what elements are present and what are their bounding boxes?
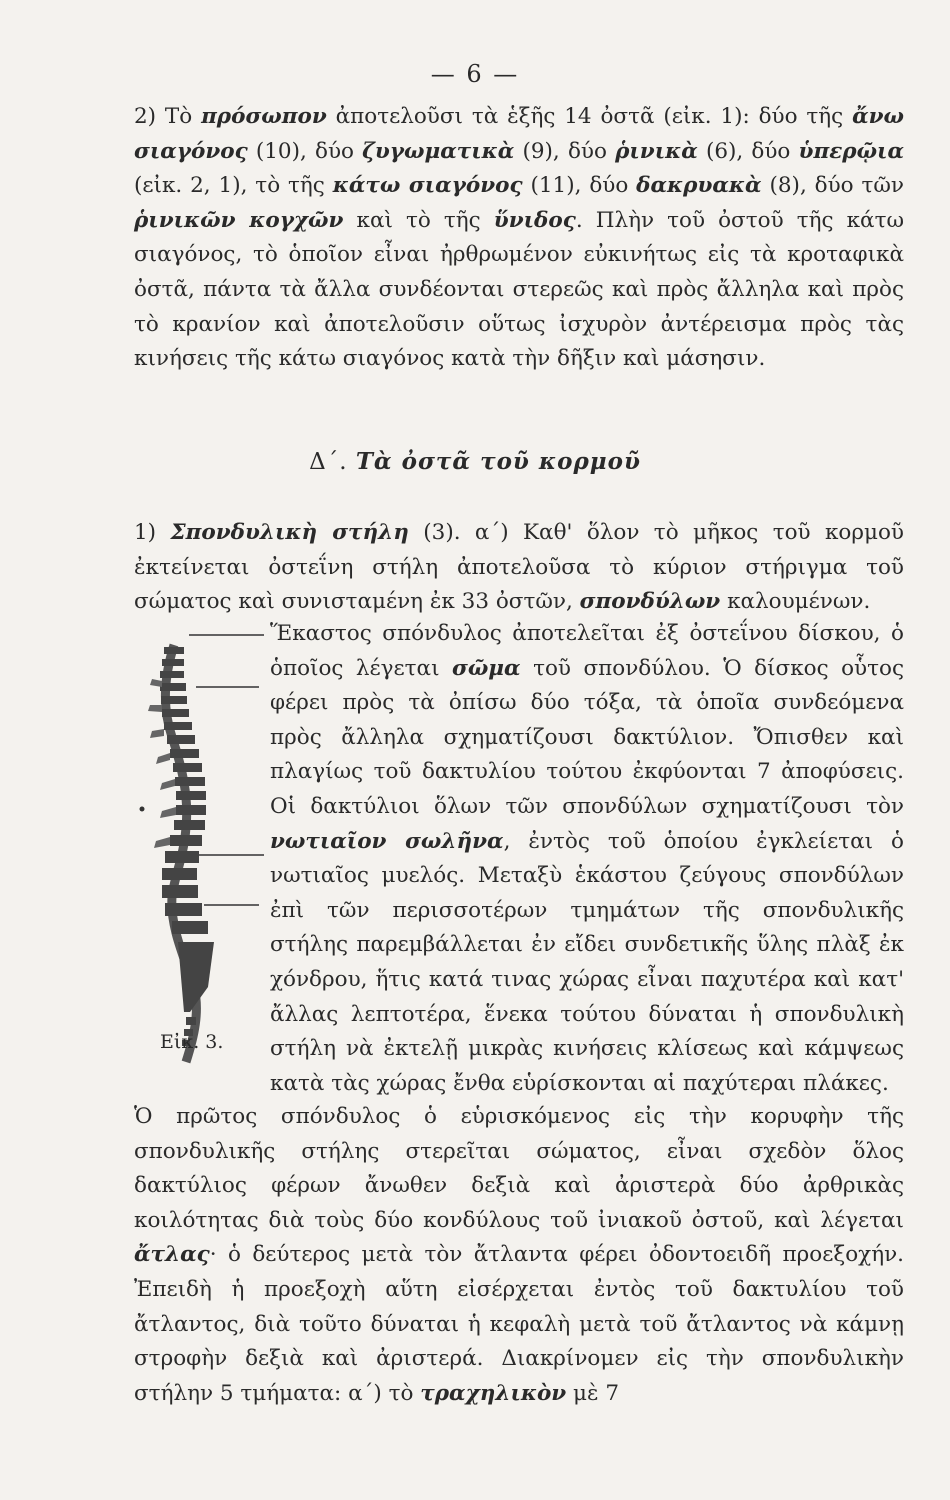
text: · ὁ δεύτερος μετὰ τὸν ἄτλαντα φέρει ὀδοντοειδῆ προεξοχήν. Ἐπειδὴ ἡ προεξοχὴ αὕτη εἰσέρχεται ἐντὸς τοῦ δακτυλίου τοῦ ἄτλαντος, διὰ τοῦτο δύναται ἡ κεφαλὴ μετὰ τοῦ ἄτλαντος νὰ κάμνῃ στροφὴν δεξιὰ καὶ ἀριστερά. Διακρίνομεν εἰς τὴν σπονδυλικὴν στήλην 5 τμήματα: α΄) τὸ	[134, 1242, 904, 1406]
term-atlas: ἄτλας	[134, 1242, 210, 1268]
text: 2) Τὸ	[134, 104, 202, 129]
text: ἀποτελοῦσι τὰ ἑξῆς 14 ὀστᾶ (εἰκ. 1): δύο τῆς	[326, 104, 853, 129]
term-cervical: τραχηλικὸν	[420, 1380, 567, 1406]
text: (3). α΄) Καθ' ὅλον τὸ μῆκος τοῦ κορμοῦ ἐκτείνεται ὀστεΐνη στήλη ἀποτελοῦσα τὸ κύριον στήριγμα τοῦ σώματος καὶ συνισταμένη ἐκ 33 ὀστῶν,	[134, 520, 905, 615]
text: (6), δύο	[697, 138, 799, 164]
heading-title: Τὰ ὀστᾶ τοῦ κορμοῦ	[355, 448, 641, 475]
paragraph-vertebra-description	[270, 617, 904, 1101]
term-body: σῶμα	[451, 655, 521, 681]
text: καὶ τὸ τῆς	[343, 207, 494, 233]
heading-number: Δ΄.	[309, 449, 356, 475]
term-lacrimal: δακρυακὰ	[636, 173, 762, 199]
spine-illustration-icon	[134, 617, 264, 1087]
text: (εἰκ. 2, 1), τὸ τῆς	[134, 173, 333, 199]
term-vertebrae: σπονδύλων	[579, 589, 721, 615]
text: 1)	[134, 520, 171, 545]
paragraph-atlas	[134, 1100, 904, 1411]
page-number: — 6 —	[430, 60, 520, 88]
term-vomer: ὕνιδος	[493, 207, 576, 233]
figure-caption: Εἰκ. 3.	[160, 1031, 224, 1053]
section-heading	[0, 448, 950, 475]
text: μὲ 7	[566, 1380, 620, 1406]
text: (8), δύο τῶν	[761, 173, 905, 199]
term-spinal-canal: νωτιαῖον σωλῆνα	[270, 828, 504, 854]
term-upper-jaw: ἄνω σιαγόνος	[134, 104, 904, 164]
text: τοῦ σπονδύλου. Ὁ δίσκος οὗτος φέρει πρὸς τὰ ὀπίσω δύο τόξα, τὰ ὁποῖα συνδεόμενα πρὸς ἄλληλα σχηματίζουσι δακτύλιον. Ὄπισθεν καὶ πλαγίως τοῦ δακτυλίου τούτου ἐκφύονται 7 ἀποφύσεις. Οἱ δακτύλιοι ὅλων τῶν σπονδύλων σχηματίζουσι τὸν	[270, 655, 905, 819]
term-palatine: ὑπερῷια	[798, 138, 904, 164]
term-nasal-conchae: ῥινικῶν κογχῶν	[134, 207, 344, 233]
term-prosopon: πρόσωπον	[201, 104, 327, 129]
text: (11), δύο	[522, 173, 637, 199]
text: (9), δύο	[514, 138, 616, 164]
text: καλουμένων.	[720, 589, 871, 615]
text: (10), δύο	[247, 138, 363, 164]
text: Ἕκαστος σπόνδυλος ἀποτελεῖται ἐξ ὀστεΐνου δίσκου, ὁ ὁποῖος λέγεται	[270, 621, 904, 681]
text: . Πλὴν τοῦ ὀστοῦ τῆς κάτω σιαγόνος, τὸ ὁποῖον εἶναι ἠρθρωμένον εὐκινήτως εἰς τὰ κροταφικὰ ὀστᾶ, πάντα τὰ ἄλλα συνδέονται στερεῶς καὶ πρὸς ἄλληλα καὶ πρὸς τὸ κρανίον καὶ ἀποτελοῦσιν οὕτως ἰσχυρὸν ἀντέρεισμα πρὸς τὰς κινήσεις τῆς κάτω σιαγόνος κατὰ τὴν δῆξιν καὶ μάσησιν.	[134, 207, 904, 372]
text: , ἐντὸς τοῦ ὁποίου ἐγκλείεται ὁ νωτιαῖος μυελός. Μεταξὺ ἑκάστου ζεύγους σπονδύλων ἐπὶ τῶν περισσοτέρων τμημάτων τῆς σπονδυλικῆς στήλης παρεμβάλλεται ἐν εἴδει συνδετικῆς ὕλης πλὰξ ἐκ χόνδρου, ἥτις κατά τινας χώρας εἶναι παχυτέρα καὶ κατ' ἄλλας λεπτοτέρα, ἕνεκα τούτου δύναται ἡ σπονδυλικὴ στήλη νὰ ἐκτελῇ μικρὰς κινήσεις κλίσεως καὶ κάμψεως κατὰ τὰς χώρας ἔνθα εὑρίσκονται αἱ παχύτεραι πλάκες.	[270, 828, 904, 1096]
paragraph-face-bones	[134, 100, 904, 377]
text: Ὁ πρῶτος σπόνδυλος ὁ εὑρισκόμενος εἰς τὴν κορυφὴν τῆς σπονδυλικῆς στήλης στερεῖται σώματος, εἶναι σχεδὸν ὅλος δακτύλιος φέρων ἄνωθεν δεξιὰ καὶ ἀριστερὰ δύο ἀρθρικὰς κοιλότητας διὰ τοὺς δύο κονδύλους τοῦ ἰνιακοῦ ὀστοῦ, καὶ λέγεται	[134, 1104, 904, 1233]
term-spinal-column: Σπονδυλικὴ στήλη	[170, 520, 409, 545]
term-nasal: ῥινικὰ	[615, 138, 698, 164]
term-zygomatic: ζυγωματικὰ	[362, 138, 515, 164]
term-lower-jaw: κάτω σιαγόνος	[332, 173, 523, 199]
paragraph-spine-intro	[134, 516, 904, 620]
